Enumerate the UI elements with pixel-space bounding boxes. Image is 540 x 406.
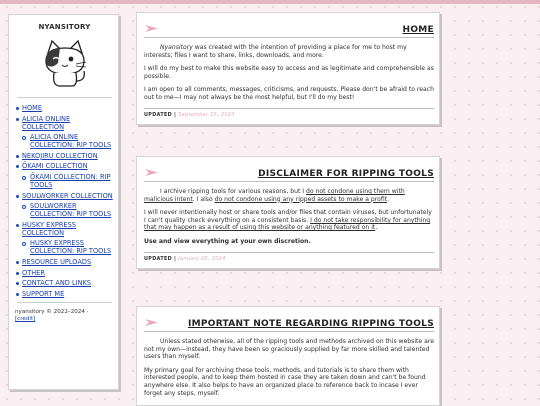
post-title: HOME — [402, 25, 434, 35]
sidebar-link[interactable]: HOME — [22, 104, 43, 112]
post-disclaimer — [136, 156, 440, 269]
post-paragraph: I will do my best to make this website easy to access and as legitimate and comprehensible as possible. — [144, 65, 434, 80]
sidebar-link[interactable]: ALICIA ONLINE COLLECTION — [22, 114, 71, 131]
post-header — [144, 21, 434, 38]
sidebar-link[interactable]: SUPPORT ME — [22, 289, 65, 298]
underlined-text: I do not take responsibility for anything that may happen as a result of using this website or anything featured on it — [144, 216, 431, 232]
sidebar-link[interactable]: HUSKY EXPRESS COLLECTION: RIP TOOLS — [30, 239, 112, 256]
site-title: NYANSITORY — [38, 23, 91, 31]
paragraph-text: . — [387, 195, 390, 203]
credit-link[interactable]: [credit] — [15, 316, 36, 323]
arrow-icon — [145, 24, 158, 33]
sidebar-link[interactable]: HUSKY EXPRESS COLLECTION — [22, 220, 76, 237]
post-paragraph: Unless stated otherwise, all of the ripping tools and methods archived on this website are not my own—instead, they have been so graciously supplied by far more skilled and talented users than myself. — [144, 338, 434, 361]
sidebar-item — [15, 162, 114, 170]
underlined-text: do not condone using any ripped assets to make a profit — [214, 195, 388, 203]
sidebar-item — [15, 115, 114, 131]
post-title: DISCLAIMER FOR RIPPING TOOLS — [258, 169, 434, 179]
post-header — [144, 165, 434, 182]
sidebar-subitem — [15, 173, 114, 189]
sidebar-item — [15, 221, 114, 237]
sidebar-link[interactable]: OTHER — [22, 268, 45, 277]
sidebar-item — [15, 269, 114, 277]
sidebar-link[interactable]: ŌKAMI COLLECTION: RIP TOOLS — [30, 172, 111, 189]
paragraph-text: . — [375, 224, 378, 232]
arrow-icon — [145, 168, 158, 177]
paragraph-text: . I also — [192, 195, 215, 203]
sidebar-item — [15, 258, 114, 266]
post-paragraph: Use and view everything at your own discretion. — [144, 237, 311, 245]
sidebar-link[interactable]: SOULWORKER COLLECTION — [22, 191, 113, 200]
sidebar-item — [15, 192, 114, 200]
updated-label: UPDATED | — [144, 112, 177, 118]
site-name-emphasis: Nyansitory — [160, 44, 193, 51]
sidebar-subitem — [15, 239, 114, 255]
updated-date: September 15, 2023 — [178, 112, 235, 118]
updated-date: January 05, 2024 — [178, 256, 226, 262]
copyright-text: nyansitory © 2022–2024 · — [15, 308, 89, 315]
cat-mascot-icon — [40, 39, 90, 87]
sidebar-subitem — [15, 133, 114, 149]
post-header — [144, 315, 434, 332]
updated-label: UPDATED | — [144, 256, 177, 262]
sidebar-divider — [17, 302, 112, 303]
copyright-notice — [15, 309, 114, 324]
post-paragraph: I am open to all comments, messages, criticisms, and requests. Please don't be afraid to reach out to me—I may not always be the most helpful, but I'll do my best! — [144, 86, 434, 101]
post-paragraph — [144, 188, 434, 203]
paragraph-text: I will never intentionally host or share tools and/or files that contain viruses, but unfortunately I can't quality check everything on a consistent basis. — [144, 209, 432, 224]
sidebar-subitem — [15, 202, 114, 218]
paragraph-text: was created with the intention of providing a place for me to host my interests; files I want to share, links, downloads, and more. — [144, 44, 407, 59]
sidebar-item — [15, 290, 114, 298]
underlined-text: do not condone using them with malicious intent — [144, 188, 405, 203]
top-accent-bar — [0, 0, 540, 4]
arrow-icon — [145, 318, 158, 327]
updated-footer — [144, 252, 434, 262]
sidebar-link[interactable]: ALICIA ONLINE COLLECTION: RIP TOOLS — [30, 133, 112, 150]
post-home — [136, 12, 440, 125]
sidebar-nav — [15, 104, 114, 298]
post-title: IMPORTANT NOTE REGARDING RIPPING TOOLS — [187, 319, 434, 329]
post-paragraph: My primary goal for archiving these tools, methods, and tutorials is to share them with interested people, and to keep them hosted in case they are taken down and can't be found anywhere else. It also helps to have an organized place to reference back to incase I ever forget any steps, myself. — [144, 366, 426, 397]
post-paragraph — [144, 209, 434, 232]
sidebar-item — [15, 279, 114, 287]
updated-footer — [144, 108, 434, 118]
sidebar-divider — [17, 97, 112, 98]
sidebar-link[interactable]: CONTACT AND LINKS — [22, 279, 92, 288]
sidebar-item — [15, 152, 114, 160]
sidebar-link[interactable]: SOULWORKER COLLECTION: RIP TOOLS — [30, 202, 112, 219]
post-paragraph — [144, 44, 434, 59]
paragraph-text: I archive ripping tools for various reasons, but I — [160, 188, 306, 195]
sidebar-link[interactable]: ŌKAMI COLLECTION — [22, 162, 88, 171]
sidebar-item — [15, 104, 114, 112]
sidebar-link[interactable]: RESOURCE UPLOADS — [22, 257, 92, 266]
sidebar — [8, 14, 119, 390]
sidebar-link[interactable]: NEKOJIRU COLLECTION — [22, 151, 98, 160]
post-important-note — [136, 306, 440, 406]
